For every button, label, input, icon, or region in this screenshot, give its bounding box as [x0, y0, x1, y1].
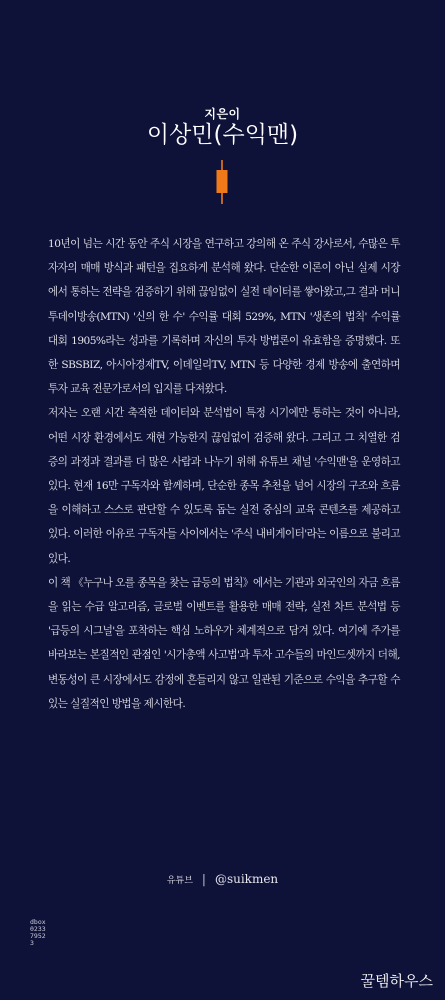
- watermark: 꿀템하우스: [360, 972, 433, 990]
- product-code: [30, 919, 46, 947]
- channel-separator: |: [201, 872, 206, 886]
- code-line: dbox: [30, 918, 46, 926]
- author-bio: [48, 232, 400, 716]
- code-line: 3: [30, 939, 34, 947]
- channel-platform: 유튜브: [166, 876, 193, 886]
- author-label: 지은이: [204, 107, 241, 121]
- bio-paragraph: 저자는 오랜 시간 축적한 데이터와 분석법이 특정 시기에만 통하는 것이 아니라, 어떤 시장 환경에서도 재현 가능한지 끊임없이 검증해 왔다. 그리고 그 치열한 검증의 과정과 결과를 더 많은 사람과 나누기 위해 유튜브 채널 '수익맨'을 운영하고 있다. 현재 16만 구독자와 함께하며, 단순한 종목 추천을 넘어 시장의 구조와 흐름을 이해하고 스스로 판단할 수 있도록 돕는 실전 중심의 교육 콘텐츠를 제공하고 있다. 이러한 이유로 구독자들 사이에서는 '주식 내비게이터'라는 이름으로 불리고 있다.: [48, 407, 400, 565]
- candlestick-icon: [215, 160, 229, 204]
- author-name: 이상민(수익맨): [146, 122, 299, 148]
- bio-paragraph: 10년이 넘는 시간 동안 주식 시장을 연구하고 강의해 온 주식 강사로서, 수많은 투자자의 매매 방식과 패턴을 집요하게 분석해 왔다. 단순한 이론이 아닌 실제 시장에서 통하는 전략을 검증하기 위해 끊임없이 실전 데이터를 쌓아왔고,그 결과 머니투데이방송(MTN) '신의 한 수' 수익률 대회 529%, MTN '생존의 법칙' 수익률 대회 1905%라는 성과를 기록하며 자신의 투자 방법론이 유효함을 증명했다. 또한 SBSBIZ, 아시아경제TV, 이데일리TV, MTN 등 다양한 경제 방송에 출연하며 투자 교육 전문가로서의 입지를 다져왔다.: [48, 238, 400, 396]
- author-channel: [0, 872, 445, 886]
- bio-paragraph: 이 책 《누구나 오를 종목을 찾는 급등의 법칙》에서는 기관과 외국인의 자금 흐름을 읽는 수급 알고리즘, 글로벌 이벤트를 활용한 매매 전략, 실전 차트 분석법 등 '급등의 시그널'을 포착하는 핵심 노하우가 체계적으로 담겨 있다. 여기에 주가를 바라보는 본질적인 관점인 '시가총액 사고법'과 투자 고수들의 마인드셋까지 더해, 변동성이 큰 시장에서도 감정에 흔들리지 않고 일관된 기준으로 수익을 추구할 수 있는 실질적인 방법을 제시한다.: [48, 576, 400, 710]
- code-line: 7952: [30, 932, 46, 940]
- code-line: 0233: [30, 925, 46, 933]
- channel-handle: @suikmen: [214, 872, 279, 886]
